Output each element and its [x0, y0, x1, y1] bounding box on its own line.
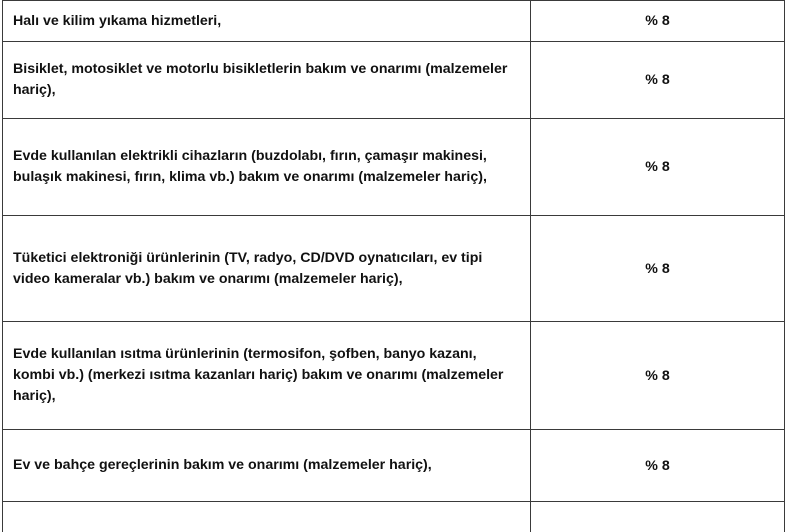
description-cell-empty [3, 502, 531, 532]
rate-cell: % 8 [645, 159, 670, 175]
rate-cell: % 8 [645, 72, 670, 88]
table-row [3, 119, 784, 216]
table-row [3, 322, 784, 430]
description-cell: Bisiklet, motosiklet ve motorlu bisikletlerin bakım ve onarımı (malzemeler hariç), [3, 42, 531, 118]
rate-cell-empty [531, 502, 784, 532]
rate-cell: % 8 [645, 13, 670, 29]
description-cell: Halı ve kilim yıkama hizmetleri, [3, 1, 531, 41]
vat-rate-table [2, 0, 785, 532]
rate-cell: % 8 [645, 260, 670, 277]
table-row [3, 0, 784, 42]
description-cell: Ev ve bahçe gereçlerinin bakım ve onarımı (malzemeler hariç), [3, 430, 531, 501]
table-row [3, 42, 784, 119]
table-row [3, 216, 784, 322]
rate-cell: % 8 [645, 457, 670, 474]
rate-cell: % 8 [645, 367, 670, 384]
description-cell: Evde kullanılan ısıtma ürünlerinin (termosifon, şofben, banyo kazanı, kombi vb.) (merkezi ısıtma kazanları hariç) bakım ve onarımı (malzemeler hariç), [3, 322, 531, 429]
description-cell: Tüketici elektroniği ürünlerinin (TV, radyo, CD/DVD oynatıcıları, ev tipi video kameralar vb.) bakım ve onarımı (malzemeler hariç), [3, 216, 531, 321]
table-row [3, 430, 784, 502]
description-cell: Evde kullanılan elektrikli cihazların (buzdolabı, fırın, çamaşır makinesi, bulaşık makinesi, fırın, klima vb.) bakım ve onarımı (malzemeler hariç), [3, 119, 531, 215]
table-row-partial [3, 502, 784, 532]
